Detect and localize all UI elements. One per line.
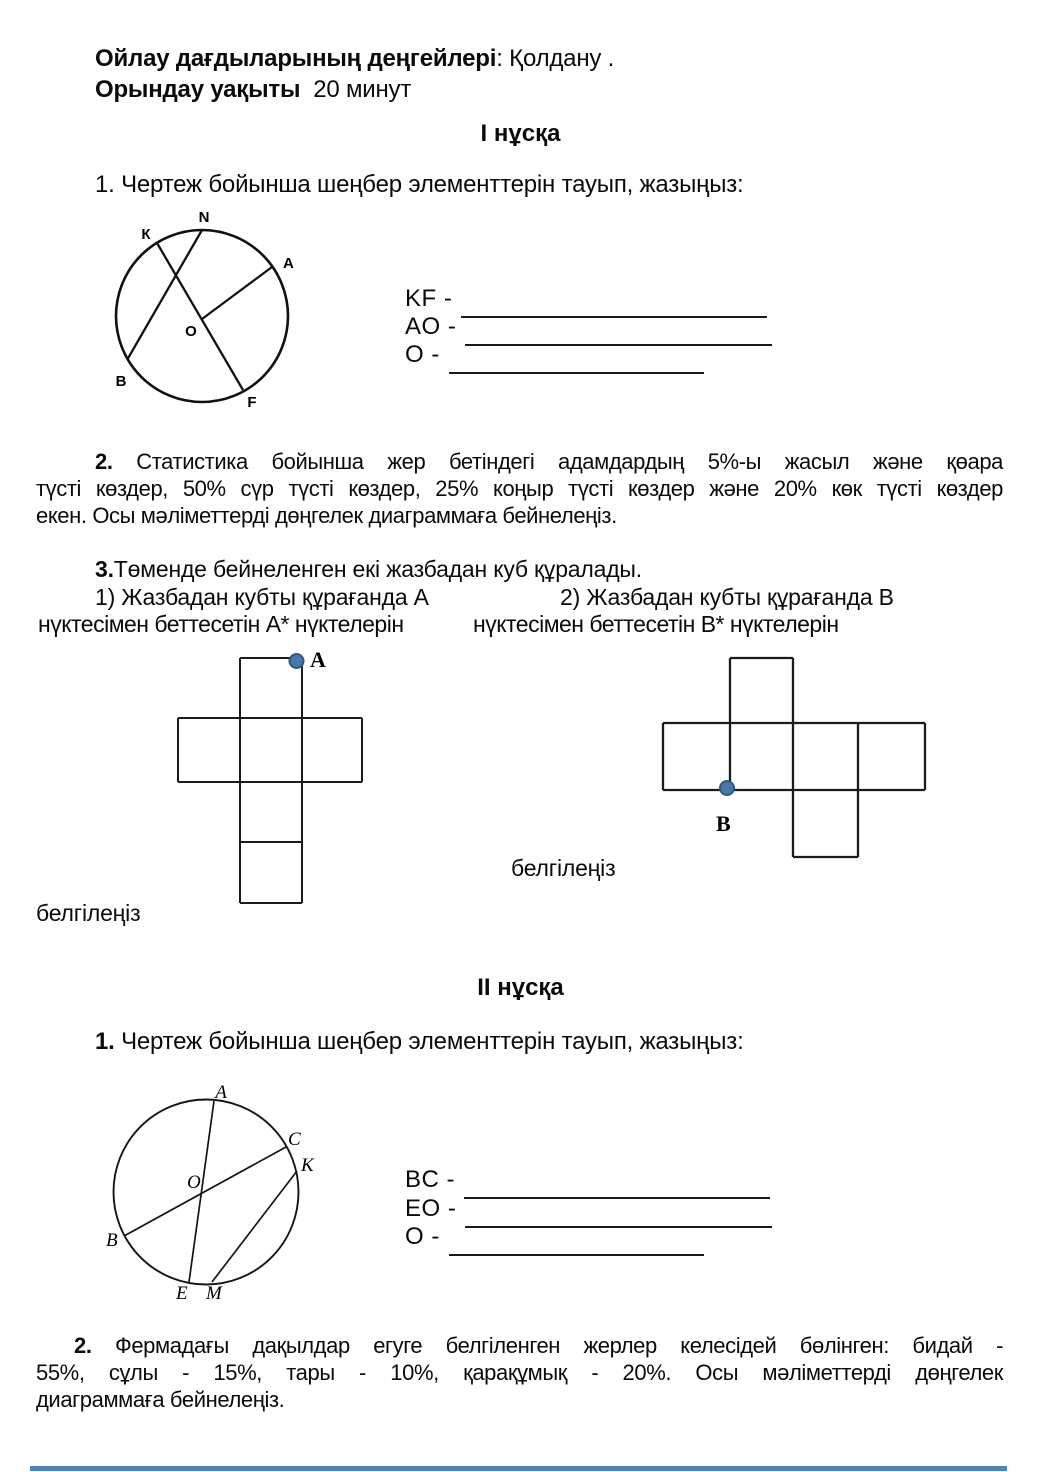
blank-line [449,1228,704,1256]
cube-net-2-lines [663,658,925,857]
variant1-q3-intro-text: Төменде бейнеленген екі жазбадан куб құралады. [113,556,642,582]
blank-label-BC: BC - [405,1166,455,1193]
variant1-q2-line3: екен. Осы мәліметтерді дөңгелек диаграммаға бейнелеңіз. [36,503,617,528]
circle1-label-F: F [247,394,257,411]
variant1-q3-number: 3. [95,556,114,582]
header-line-1 [95,46,614,72]
circle1-diameter-KF [157,243,243,390]
variant1-q2-line1 [95,448,1003,475]
variant1-q2-line2: түсті көздер, 50% сүр түсті көздер, 25% коңыр түсті көздер және 20% көк түсті көздер [36,476,1003,501]
blank-row-BC [405,1166,770,1194]
header-line-1-bold: Ойлау дағдыларының деңгейлері [95,45,497,72]
cube-net-2 [655,650,940,865]
net2-point-B-label: B [716,811,731,836]
blank-row-KF [405,285,767,313]
circle2-label-O: O [187,1172,201,1193]
variant2-q2-line1-text: Фермадағы дақылдар егуге белгіленген жерлер келесідей бөлінген: бидай - [115,1333,1003,1358]
circle2-label-A: A [215,1085,227,1103]
circle2-label-B: B [106,1230,118,1251]
circle1-radius-OA [202,267,272,319]
circle1-label-O: О [185,323,197,340]
q3-col2-line2: нүктесімен беттесетін В* нүктелерін [473,611,839,637]
circle1-label-B: В [115,373,127,390]
q3-col2-line1: 2) Жазбадан кубты құрағанда В [560,584,894,610]
variant2-q2-line2: 55%, сұлы - 15%, тары - 10%, қарақұмық - 20%. Осы мәліметтерді дөңгелек [36,1360,1003,1385]
variant1-title: І нұсқа [480,120,561,147]
cube-net-1-lines [178,658,362,903]
circle1-label-N: N [198,209,210,226]
header-line-2-bold: Орындау уақыты [95,76,301,103]
variant2-q2-number: 2. [74,1333,92,1358]
blank-label-O1: O - [405,341,440,368]
variant1-q1-text: 1. Чертеж бойынша шеңбер элементтерін тауып, жазыңыз: [95,171,744,198]
header-line-2-rest [300,76,313,103]
blank-label-O2: O - [405,1223,440,1250]
circle1-outline [116,230,288,402]
blank-label-EO: EO - [405,1195,457,1222]
variant2-title: ІІ нұсқа [477,974,564,1001]
circle1-chord-NB [127,230,202,360]
circle-diagram-1 [100,205,310,417]
circle2-label-E: E [176,1283,188,1304]
circle1-label-A: А [283,255,294,272]
circle2-chord-MK [212,1171,297,1282]
blank-line [449,346,704,374]
variant2-q1-text [95,1029,744,1055]
blank-label-KF: KF - [405,285,453,312]
variant2-q1-number: 1. [95,1028,115,1055]
bottom-blue-rule [30,1466,1007,1471]
blank-row-O1 [405,341,704,369]
circle2-outline [114,1100,299,1285]
blank-row-EO [405,1195,772,1223]
variant1-q2-line1-text: Статистика бойынша жер бетіндегі адамдардың 5%-ы жасыл және қөара [136,449,1003,474]
net1-point-A-dot [290,654,304,668]
variant2-q2-line3: диаграммаға бейнелеңіз. [36,1387,285,1412]
net1-point-A-label: A [310,647,326,672]
circle2-label-M: M [206,1283,222,1304]
cube-net-1 [170,640,380,910]
variant2-q2-line1 [74,1332,1003,1359]
circle-diagram-2 [100,1085,325,1305]
header-line-2 [95,77,411,103]
variant1-q2-number: 2. [95,449,113,474]
header-line-2-value: 20 минут [313,76,412,103]
blank-row-O2 [405,1223,704,1251]
header-line-1-rest: : Қолдану . [496,45,615,72]
blank-label-AO: AO - [405,313,457,340]
q3-col1-end: белгілеңіз [36,900,141,926]
circle1-label-K: К [141,226,151,243]
q3-col1-line2: нүктесімен беттесетін А* нүктелерін [38,611,404,637]
net2-point-B-dot [720,781,734,795]
variant1-q3-intro [95,556,642,582]
blank-row-AO [405,313,772,341]
variant2-q1-text-body: Чертеж бойынша шеңбер элементтерін тауып, жазыңыз: [121,1028,744,1055]
circle2-label-K: K [301,1155,314,1176]
circle2-label-C: C [288,1129,301,1150]
q3-col2-end: белгілеңіз [511,855,616,881]
q3-col1-line1: 1) Жазбадан кубты құрағанда А [95,584,429,610]
